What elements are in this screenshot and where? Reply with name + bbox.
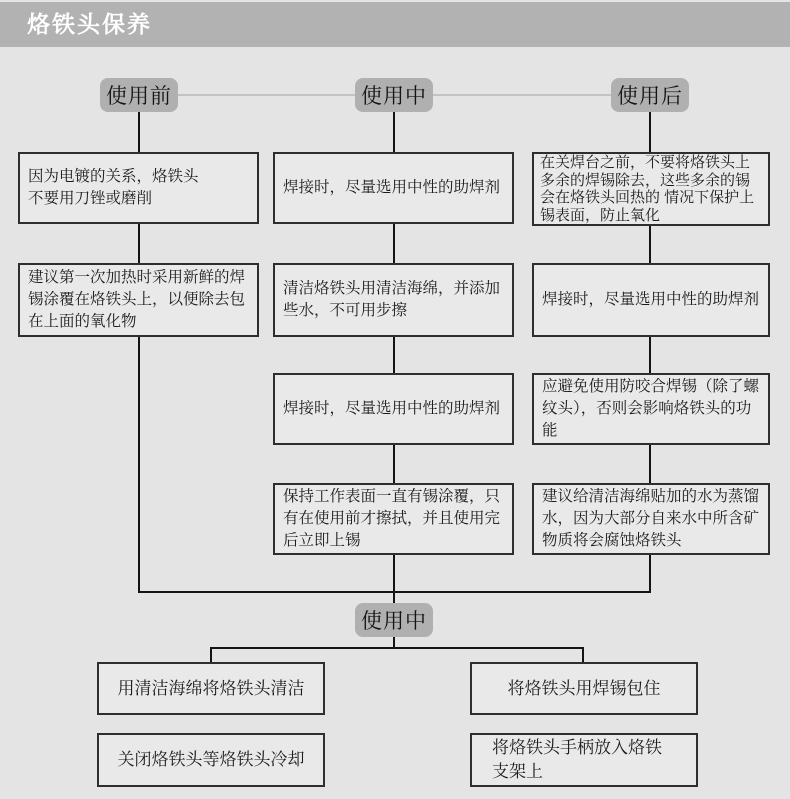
connector-vline [138, 112, 140, 152]
bottom-box-right-1: 将烙铁头用焊锡包住 [470, 662, 698, 715]
connector-vline [393, 337, 395, 373]
flow-box-during-4: 保持工作表面一直有锡涂覆，只 有在使用前才擦拭，并且使用完 后立即上锡 [273, 483, 514, 555]
connector-vline [393, 445, 395, 483]
flow-box-before-2: 建议第一次加热时采用新鲜的焊 锡涂覆在烙铁头上，以便除去包 在上面的氧化物 [18, 263, 259, 337]
connector-vline [649, 226, 651, 263]
connector-vline [649, 337, 651, 373]
flow-box-after-3: 应避免使用防咬合焊锡（除了螺 纹头），否则会影响烙铁头的功 能 [532, 373, 770, 445]
connector-vline [649, 112, 651, 152]
connector-vline [138, 224, 140, 263]
flow-box-after-1: 在关焊台之前，不要将烙铁头上 多余的焊锡除去，这些多余的锡 会在烙铁头回热的 情况下保护上 锡表面，防止氧化 [532, 152, 770, 226]
stage-bottom: 使用中 [355, 603, 433, 637]
connector-vline [138, 337, 140, 593]
page-title: 烙铁头保养 [0, 2, 790, 47]
stage-after-use: 使用后 [611, 78, 689, 112]
bottom-box-left-2: 关闭烙铁头等烙铁头冷却 [97, 733, 325, 787]
flow-box-during-1: 焊接时，尽量选用中性的助焊剂 [273, 152, 514, 224]
flow-box-before-1: 因为电镀的关系，烙铁头 不要用刀锉或磨削 [18, 152, 259, 224]
connector-vline [393, 224, 395, 263]
bottom-box-left-1: 用清洁海绵将烙铁头清洁 [97, 662, 325, 715]
connector-vline [393, 555, 395, 593]
flow-box-after-4: 建议给清洁海绵贴加的水为蒸馏 水，因为大部分自来水中所含矿 物质将会腐蚀烙铁头 [532, 483, 770, 555]
connector-vline [393, 591, 395, 603]
flow-box-after-2: 焊接时，尽量选用中性的助焊剂 [532, 263, 770, 337]
stage-during-use: 使用中 [355, 78, 433, 112]
connector-vline [210, 647, 212, 663]
connector-vline [393, 112, 395, 152]
connector-vline [582, 647, 584, 663]
connector-vline [649, 555, 651, 593]
connector-vline [649, 445, 651, 483]
flow-box-during-2: 清洁烙铁头用清洁海绵，并添加 些水，不可用步擦 [273, 263, 514, 337]
flow-box-during-3: 焊接时，尽量选用中性的助焊剂 [273, 373, 514, 445]
bottom-box-right-2: 将烙铁头手柄放入烙铁 支架上 [470, 733, 698, 787]
stage-before-use: 使用前 [100, 78, 178, 112]
split-hline [210, 647, 584, 649]
